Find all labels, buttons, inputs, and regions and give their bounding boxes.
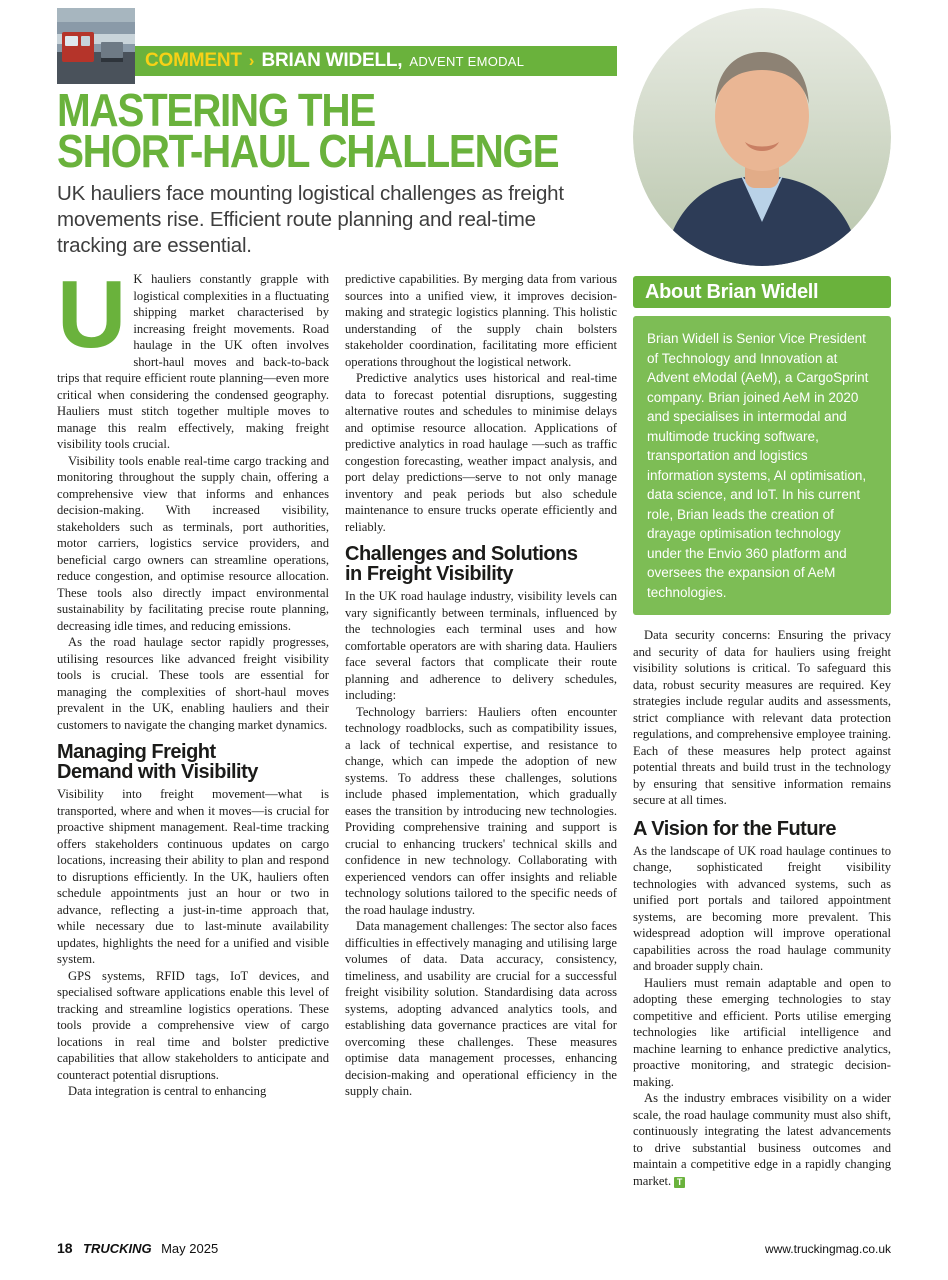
magazine-name: TRUCKING <box>83 1241 152 1256</box>
body-columns <box>57 261 617 1100</box>
body-column-1 <box>57 261 329 1100</box>
truck-photo-illustration <box>57 8 135 84</box>
portrait-illustration <box>633 8 891 266</box>
subheading-line1: Challenges and Solutions <box>345 543 578 565</box>
subheading-managing-freight <box>57 742 329 782</box>
about-heading: About Brian Widell <box>633 276 891 308</box>
paragraph: Predictive analytics uses historical and real-time data to forecast potential disruptions, suggesting alternative routes and schedules to minimise delays and optimise resource allocation. Applications of predictive analytics in road haulage —such as traffic congestion forecasting, weather impact analysis, and port delay predictions—serve to not only manage inventory and peak periods but also schedule maintenance to ensure trucks operate efficiently and reliably. <box>345 371 617 534</box>
paragraph: Visibility tools enable real-time cargo tracking and monitoring throughout the supply chain, offering a comprehensive view that informs and enhances decision-making. With increased visibility, stakeholders such as terminals, port authorities, motor carriers, logistics service providers, and beneficial cargo owners can streamline operations, reduce congestion, and optimise resource allocation. These tools also directly impact environmental sustainability by facilitating precise route planning, decreasing idle times, and reducing emissions. <box>57 453 329 633</box>
paragraph-last <box>633 1090 891 1189</box>
standfirst: UK hauliers face mounting logistical challenges as freight movements rise. Efficient route planning and real-time tracking are essential. <box>57 182 564 257</box>
issue-date: May 2025 <box>161 1241 219 1256</box>
paragraph: Data management challenges: The sector also faces difficulties in effectively managing and utilising large volumes of data. Data accuracy, consistency, timeliness, and usability are crucial for a successful freight visibility solution. Standardising data across systems, adopting advanced analytics tools, and establishing data governance practices are vital for overcoming these challenges. These measures optimise data management processes, enhancing decision-making and operational efficiency in the supply chain. <box>345 919 617 1098</box>
paragraph: GPS systems, RFID tags, IoT devices, and specialised software applications enable this level of tracking and streamline logistics operations. These tools provide a comprehensive view of cargo locations in real time and bolster predictive capabilities that allow stakeholders to anticipate and counteract potential disruptions. <box>57 968 329 1082</box>
subheading-line2: Demand with Visibility <box>57 761 258 783</box>
paragraph-text: K hauliers constantly grapple with logistical complexities in a fluctuating shipping market characterised by increasing freight movements. Road haulage in the UK often involves short-haul moves and back-to-back trips that require efficient route planning—even more critical when considering the condensed geography. Hauliers must stitch together multiple moves to manage this realm effectively, making freight visibility tools crucial. <box>57 272 329 451</box>
kicker-company-name: ADVENT EMODAL <box>409 53 525 69</box>
subheading-line2: in Freight Visibility <box>345 563 514 585</box>
truck-photo-thumbnail <box>57 8 135 84</box>
paragraph-text: As the industry embraces visibility on a wider scale, the road haulage community must also shift, continuously integrating the latest advancements to drive substantial business outcomes and maintain a competitive edge in a rapidly changing market. <box>633 1091 891 1188</box>
page-footer <box>57 1240 891 1258</box>
article-title-line1: MASTERING THE <box>57 84 375 136</box>
article-title-line2: SHORT-HAUL CHALLENGE <box>57 125 559 177</box>
paragraph: predictive capabilities. By merging data from various sources into a unified view, it improves decision-making and strategic logistics planning. This holistic understanding of the supply chain bolsters stakeholder coordination, facilitating more efficient operations throughout the logistical network. <box>345 272 617 369</box>
paragraph: Data integration is central to enhancing <box>68 1084 267 1098</box>
page-content <box>57 0 891 1189</box>
paragraph: In the UK road haulage industry, visibility levels can vary significantly between terminals, influenced by the technologies each terminal uses and how comfortable operators are with sharing data. Hauliers face several factors that complicate their route planning and adherence to delivery schedules, including: <box>345 589 617 702</box>
paragraph-dropcap <box>57 261 329 453</box>
subheading-vision-future: A Vision for the Future <box>633 817 836 840</box>
brian-widell-portrait <box>633 8 891 266</box>
drop-cap: U <box>57 261 127 368</box>
body-column-2 <box>345 271 617 1100</box>
website-url[interactable]: www.truckingmag.co.uk <box>764 1242 891 1256</box>
end-of-article-mark-icon: T <box>674 1177 685 1188</box>
subheading-line1: Managing Freight <box>57 741 216 763</box>
footer-left <box>57 1240 218 1258</box>
article-title <box>57 84 617 177</box>
main-article-area <box>57 0 617 1189</box>
paragraph: Technology barriers: Hauliers often encounter technology roadblocks, such as compatibility issues, a lack of technical expertise, and resistance to change, which can impede the adoption of new systems. To address these challenges, solutions include phased implementation, which gradually eases the transition by introducing new technologies. Providing comprehensive training and support is crucial to enhancing truckers' technical skills and confidence in new technology. Collaborating with experienced vendors can offer insights and reliable technology solutions tailored to the specific needs of the road haulage industry. <box>345 704 617 917</box>
section-kicker: COMMENT <box>145 50 242 71</box>
section-header-bar <box>57 46 617 76</box>
paragraph: Hauliers must remain adaptable and open to adopting these emerging technologies to stay competitive and efficient. Ports utilise emerging technologies like artificial intelligence and machine learning to enhance predictive analytics, proactive monitoring, and strategic decision-making. <box>633 975 891 1089</box>
sidebar-text <box>633 627 891 1189</box>
paragraph: Data security concerns: Ensuring the privacy and security of data for hauliers using freight visibility solutions is critical. To safeguard this data, robust security measures are required. Key strategies include regular audits and assessments, strict compliance with relevant data protection regulations, and comprehensive employee training. Each of these measures help protect against potential threats and build trust in the technology by ensuring that sensitive information remains secure at all times. <box>633 628 891 807</box>
kicker-separator-icon: › <box>248 51 255 70</box>
subheading-challenges-solutions <box>345 544 617 584</box>
paragraph: Visibility into freight movement—what is transported, where and when it moves—is crucial for proactive shipment management. Real-time tracking offers stakeholders continuous updates on cargo locations, increasing their ability to plan and respond to disruptions efficiently. In the UK, hauliers often schedule appointments just an hour or two in advance, reflecting a just-in-time approach that, while necessary due to last-minute availability updates, highlights the need for a unified and visible system. <box>57 787 329 966</box>
kicker-author-name: BRIAN WIDELL, <box>261 50 403 71</box>
paragraph: As the landscape of UK road haulage continues to change, sophisticated freight visibility technologies with advanced systems, such as unified port portals and tailored appointment systems, are becoming more prevalent. This widespread adoption will improve operational capabilities across the road haulage community and broader supply chain. <box>633 843 891 973</box>
page-number: 18 <box>57 1240 73 1256</box>
bio-box: Brian Widell is Senior Vice President of Technology and Innovation at Advent eModal (AeM), a CargoSprint company. Brian joined AeM in 2020 and specialises in intermodal and multimode trucking software, transportation and logistics information systems, AI optimisation, data science, and IoT. In his current role, Brian leads the creation of drayage optimisation technology under the Envio 360 platform and oversees the expansion of AeM technologies. <box>633 316 891 615</box>
sidebar <box>633 0 891 1189</box>
paragraph: As the road haulage sector rapidly progresses, utilising resources like advanced freight visibility tools is crucial. These tools are essential for managing the complexities of short-haul moves prevalent in the UK, enabling hauliers and their customers to navigate the changing market dynamics. <box>57 635 329 732</box>
